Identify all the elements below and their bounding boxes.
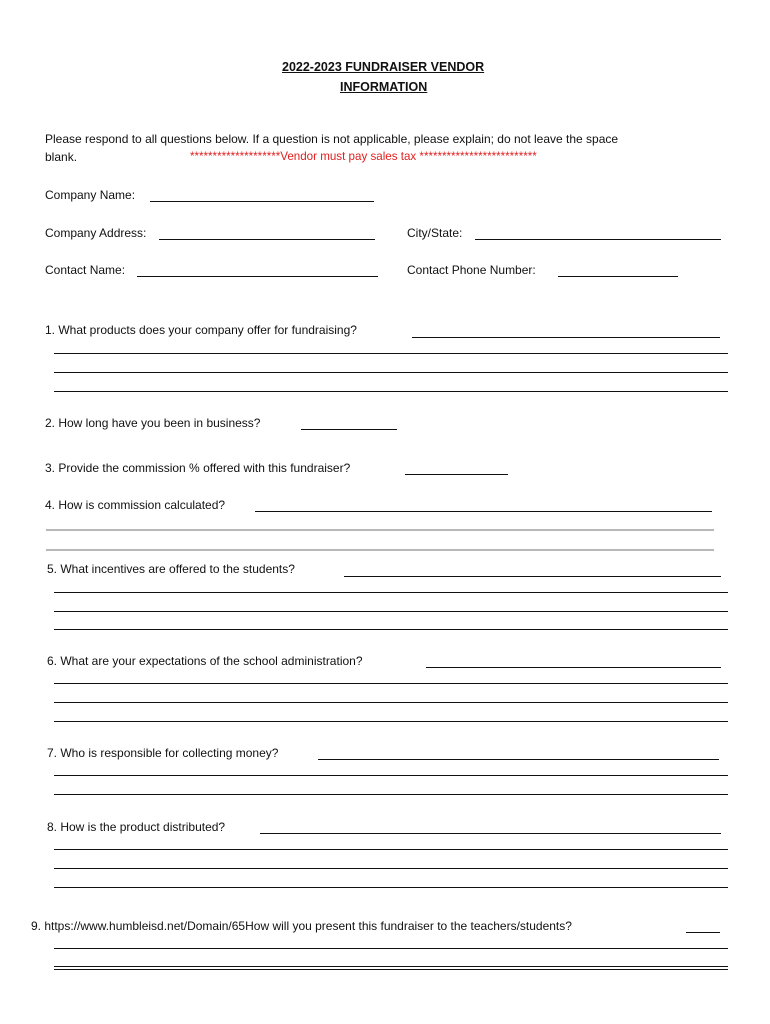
contact-phone-label: Contact Phone Number:	[407, 263, 536, 277]
question-9-answer-line[interactable]	[54, 966, 728, 967]
company-name-label: Company Name:	[45, 188, 136, 202]
question-9: 9. https://www.humbleisd.net/Domain/65How will you present this fundraiser to the teachers/students?	[31, 919, 572, 933]
question-8-answer-line[interactable]	[54, 849, 728, 850]
contact-name-label: Contact Name:	[45, 263, 126, 277]
form-title-line1: 2022-2023 FUNDRAISER VENDOR	[282, 60, 485, 74]
question-1-answer-line[interactable]	[54, 391, 728, 392]
question-3-answer-line[interactable]	[405, 474, 508, 475]
instructions-line1: Please respond to all questions below. If a question is not applicable, please explain; do not leave the space	[45, 132, 619, 146]
question-6-answer-line[interactable]	[54, 683, 728, 684]
question-8-answer-line[interactable]	[260, 833, 721, 834]
form-title-line2: INFORMATION	[340, 80, 428, 94]
question-5-answer-line[interactable]	[54, 629, 728, 630]
question-4-answer-line[interactable]	[255, 511, 712, 512]
contact-name-field[interactable]	[137, 276, 378, 277]
city-state-field[interactable]	[475, 239, 721, 240]
question-7: 7. Who is responsible for collecting money?	[47, 746, 279, 760]
question-7-answer-line[interactable]	[318, 759, 719, 760]
question-6-answer-line[interactable]	[54, 702, 728, 703]
question-1: 1. What products does your company offer for fundraising?	[45, 323, 357, 337]
question-5-answer-line[interactable]	[54, 611, 728, 612]
question-6-answer-line[interactable]	[426, 667, 721, 668]
instructions-line2: blank.	[45, 150, 78, 164]
company-address-label: Company Address:	[45, 226, 147, 240]
question-4-answer-line[interactable]	[46, 529, 714, 531]
contact-phone-field[interactable]	[558, 276, 678, 277]
question-1-answer-line[interactable]	[412, 337, 720, 338]
question-7-answer-line[interactable]	[54, 794, 728, 795]
question-6: 6. What are your expectations of the school administration?	[47, 654, 363, 668]
company-name-field[interactable]	[150, 201, 374, 202]
question-8: 8. How is the product distributed?	[47, 820, 226, 834]
question-9-answer-line[interactable]	[54, 969, 728, 970]
question-5-answer-line[interactable]	[54, 592, 728, 593]
sales-tax-notice: ********************Vendor must pay sales tax **************************	[190, 150, 537, 163]
question-5: 5. What incentives are offered to the students?	[47, 562, 295, 576]
question-5-answer-line[interactable]	[344, 576, 721, 577]
question-8-answer-line[interactable]	[54, 868, 728, 869]
question-1-answer-line[interactable]	[54, 353, 728, 354]
question-7-answer-line[interactable]	[54, 775, 728, 776]
company-address-field[interactable]	[159, 239, 375, 240]
question-6-answer-line[interactable]	[54, 721, 728, 722]
question-1-answer-line[interactable]	[54, 372, 728, 373]
question-4: 4. How is commission calculated?	[45, 498, 226, 512]
question-2: 2. How long have you been in business?	[45, 416, 261, 430]
question-9-answer-line[interactable]	[54, 948, 728, 949]
question-2-answer-line[interactable]	[301, 429, 397, 430]
city-state-label: City/State:	[407, 226, 463, 240]
question-3: 3. Provide the commission % offered with this fundraiser?	[45, 461, 351, 475]
question-9-answer-line[interactable]	[686, 932, 720, 933]
question-8-answer-line[interactable]	[54, 887, 728, 888]
question-4-answer-line[interactable]	[46, 549, 714, 551]
